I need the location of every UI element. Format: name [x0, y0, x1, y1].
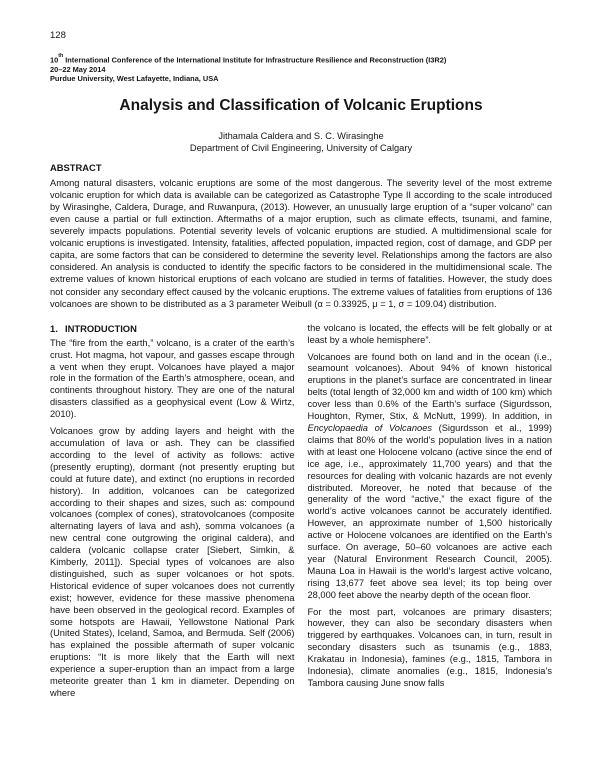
intro-left-paragraph-2: Volcanoes grow by adding layers and height with the accumulation of lava or ash. They can be classified according to the level of activity as follows: active (presently erupting), dormant (not presently erupting but could at future date), and extinct (no eruptions in recorded history). In addition, volcanoes can be categorized according to their shapes and sizes, such as: compound volcanoes (complex of cones), stratovolcanoes (composite alternating layers of lava and ash), somma volcanoes (a new central cone outgrowing the original caldera), and caldera (volcanic collapse crater [Siebert, Simkin, & Kimberly, 2011]). Special types of volcanoes are also distinguished, such as super volcanoes or hot spots. Historical evidence of super volcanoes does not currently exist; however, evidence for these massive phenomena have been observed in the geological record. Examples of some hotspots are Hawaii, Yellowstone National Park (United States), Iceland, Samoa, and Bermuda. Self (2006) has explained the possible aftermath of super volcanic eruptions: “It is more likely that the Earth will next experience a super-eruption than an impact from a large meteorite greater than 1 km in diameter. Depending on where [50, 426, 295, 698]
paper-title: Analysis and Classification of Volcanic Eruptions [119, 96, 483, 114]
abstract-paragraph: Among natural disasters, volcanic eruptions are some of the most dangerous. The severity level of the most extreme volcanic eruption for which data is available can be categorized as Catastrophe Type II according to the scale introduced by Wirasinghe, Caldera, Durage, and Ruwanpura, (2013). However, an unusually large eruption of a “super volcano” can even cause a partial or full extinction. Aftermaths of a major eruption, such as climate effects, tsunami, and famine, severely impacts populations. Potential severity levels of volcanic eruptions are studied. A multidimensional scale for volcanic eruptions is investigated. Intensity, fatalities, affected population, impacted region, cost of damage, and GDP per capita, are some factors that can be considered to determine the severity level. Relationships among the factors are also considered. An analysis is conducted to identify the specific factors to be considered in the multidimensional scale. The extreme values of known historical eruptions of each volcano are studied in terms of fatalities. However, the study does not consider any secondary effect caused by the volcanic eruptions. The extreme values of fatalities from eruptions of 136 volcanoes are shown to be distributed as a 3 parameter Weibull (α = 0.33925, μ = 1, σ = 109.04) distribution. [50, 177, 552, 309]
conference-location: Purdue University, West Lafayette, Indiana, USA [50, 74, 219, 84]
conference-number: 10 [50, 55, 59, 65]
abstract-heading: ABSTRACT [50, 161, 102, 173]
conference-ordinal: th [58, 53, 64, 59]
section-heading-introduction [50, 323, 295, 335]
conference-name: International Conference of the International Institute for Infrastructure Resilience and Reconstruction (I3R2) [63, 55, 447, 65]
paragraph-text-after-italic: (Sigurdsson et al., 1999) claims that 80% of the world’s population lives in a nation with at least one Holocene volcano (active since the end of ice age, i.e., approximately 11,700 years) and that the resources for dealing with volcanic hazards are not evenly distributed. Moreover, he noted that because of the generality of the word “active,” the exact figure of the world’s active volcanoes cannot be accurately identified. However, an approximate number of 1,500 historically active or Holocene volcanoes are identified on the Earth’s surface. On average, 50–60 volcanoes are active each year (Natural Environment Research Council, 2005). Mauna Loa in Hawaii is the world’s largest active volcano, rising 13,677 feet above sea level; its top being over 28,000 feet above the nearby depth of the ocean floor. [307, 422, 552, 600]
section-number: 1. [50, 322, 58, 334]
right-column [308, 323, 553, 705]
conference-header [50, 54, 552, 84]
paragraph-text-before-italic: Volcanoes are found both on land and in the ocean (i.e., seamount volcanoes). About 94% of known historical eruptions in the planet’s surface are concentrated in linear belts (total length of 32,000 km and width of 100 km) which cover less than 0.6% of the Earth’s surface (Sigurdsson, Houghton, Rymer, Stix, & McNutt, 1999). In addition, in [307, 351, 552, 422]
affiliation: Department of Civil Engineering, University of Calgary [189, 142, 413, 153]
authors: Jithamala Caldera and S. C. Wirasinghe [218, 130, 384, 141]
conference-name-line [50, 54, 552, 65]
page-number: 128 [50, 30, 66, 41]
two-column-body [50, 323, 552, 705]
intro-right-paragraph-1: the volcano is located, the effects will be felt globally or at least by a whole hemisphere”. [307, 322, 552, 345]
intro-right-paragraph-2 [308, 352, 553, 602]
section-title: INTRODUCTION [65, 322, 137, 334]
book-title-italic: Encyclopaedia of Volcanoes [307, 422, 433, 433]
intro-right-paragraph-3: For the most part, volcanoes are primary disasters; however, they can also be secondary disasters when triggered by earthquakes. Volcanoes can, in turn, result in secondary disasters such as tsunamis (e.g., 1883, Krakatau in Indonesia), famines (e.g., 1815, Tambora in Indonesia), climate anomalies (e.g., 1815, Indonesia’s Tambora causing June snow falls [307, 606, 552, 688]
conference-dates: 20–22 May 2014 [50, 64, 106, 74]
left-column [50, 323, 295, 705]
byline [50, 130, 552, 154]
intro-left-paragraph-1: The “fire from the earth,” volcano, is a crater of the earth’s crust. Hot magma, hot vapour, and gasses escape through a vent when they erupt. Volcanoes have played a major role in the formation of the Earth’s atmosphere, ocean, and continents throughout history. They are one of the natural disasters classified as a geophysical event (Low & Wirtz, 2010). [50, 337, 295, 420]
